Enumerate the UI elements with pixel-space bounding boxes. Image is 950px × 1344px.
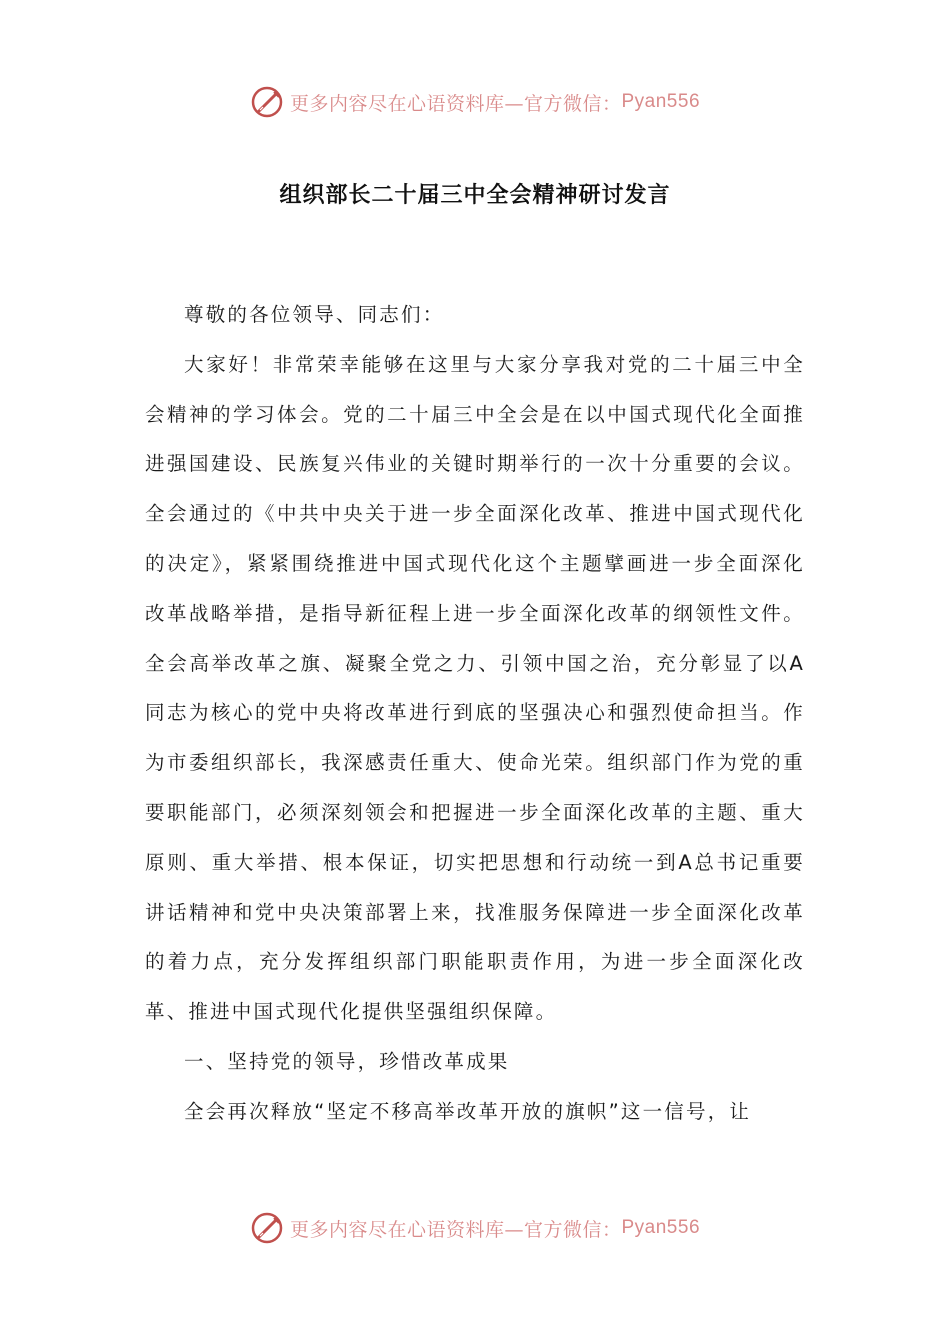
paragraph: 全会再次释放“坚定不移高举改革开放的旗帜”这一信号，让 <box>184 1099 752 1123</box>
salutation: 尊敬的各位领导、同志们： <box>184 303 445 326</box>
document-body <box>145 290 805 1137</box>
watermark-wechat-id: Pyan556 <box>621 91 701 112</box>
pen-logo-icon <box>250 1210 286 1246</box>
watermark-wechat-id: Pyan556 <box>621 1217 701 1238</box>
section-heading: 一、坚持党的领导，珍惜改革成果 <box>184 1049 510 1073</box>
watermark-text: 更多内容尽在心语资料库—官方微信： <box>289 92 622 115</box>
watermark-banner-bottom <box>0 1208 950 1248</box>
paragraph: 大家好！非常荣幸能够在这里与大家分享我对党的二十届三中全会精神的学习体会。党的二十届三中全会是在以中国式现代化全面推进强国建设、民族复兴伟业的关键时期举行的一次十分重要的会议。全会通过的《中共中央关于进一步全面深化改革、推进中国式现代化的决定》，紧紧围绕推进中国式现代化这个主题擘画进一步全面深化改革战略举措，是指导新征程上进一步全面深化改革的纲领性文件。全会高举改革之旗、凝聚全党之力、引领中国之治，充分彰显了以A同志为核心的党中央将改革进行到底的坚强决心和强烈使命担当。作为市委组织部长，我深感责任重大、使命光荣。组织部门作为党的重要职能部门，必须深刻领会和把握进一步全面深化改革的主题、重大原则、重大举措、根本保证，切实把思想和行动统一到A总书记重要讲话精神和党中央决策部署上来，找准服务保障进一步全面深化改革的着力点，充分发挥组织部门职能职责作用，为进一步全面深化改革、推进中国式现代化提供坚强组织保障。 <box>145 352 805 1024</box>
document-title: 组织部长二十届三中全会精神研讨发言 <box>279 183 671 208</box>
watermark-text: 更多内容尽在心语资料库—官方微信： <box>289 1218 622 1241</box>
watermark-banner-top <box>0 82 950 122</box>
pen-logo-icon <box>250 84 286 120</box>
